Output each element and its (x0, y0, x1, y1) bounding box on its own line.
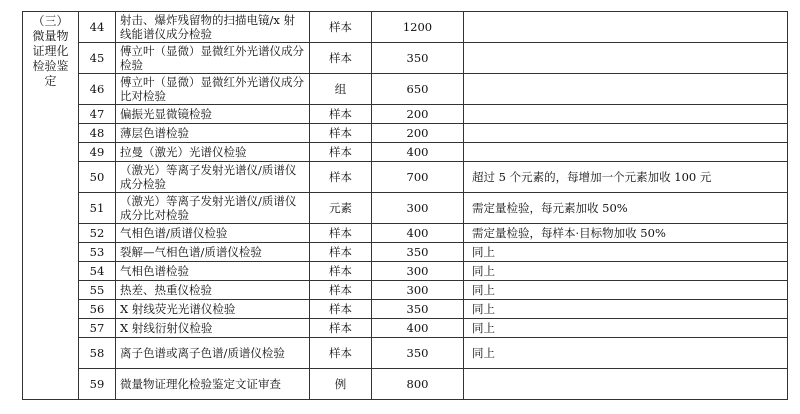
row-item: 偏振光显微镜检验 (116, 105, 310, 124)
table-row (23, 105, 788, 124)
table-row (23, 193, 788, 224)
row-note: 同上 (464, 262, 788, 281)
row-item: X 射线衍射仪检验 (116, 319, 310, 338)
row-note: 同上 (464, 319, 788, 338)
row-note (464, 143, 788, 162)
row-unit: 样本 (310, 300, 372, 319)
row-number: 52 (79, 224, 116, 243)
row-price: 200 (372, 124, 464, 143)
row-note (464, 43, 788, 74)
row-note (464, 74, 788, 105)
row-price: 800 (372, 369, 464, 400)
row-number: 45 (79, 43, 116, 74)
fee-table (22, 11, 788, 400)
row-number: 44 (79, 12, 116, 43)
row-item: 热差、热重仪检验 (116, 281, 310, 300)
table-row (23, 124, 788, 143)
table-row (23, 262, 788, 281)
row-item: 薄层色谱检验 (116, 124, 310, 143)
row-unit: 样本 (310, 319, 372, 338)
row-item: 傅立叶（显微）显微红外光谱仪成分检验 (116, 43, 310, 74)
table-row (23, 281, 788, 300)
table-row (23, 338, 788, 369)
row-price: 650 (372, 74, 464, 105)
row-number: 55 (79, 281, 116, 300)
row-unit: 样本 (310, 124, 372, 143)
row-unit: 样本 (310, 243, 372, 262)
row-price: 400 (372, 143, 464, 162)
row-note (464, 105, 788, 124)
row-number: 57 (79, 319, 116, 338)
row-price: 1200 (372, 12, 464, 43)
row-price: 300 (372, 281, 464, 300)
row-number: 58 (79, 338, 116, 369)
row-price: 350 (372, 43, 464, 74)
row-price: 700 (372, 162, 464, 193)
row-item: 傅立叶（显微）显微红外光谱仪成分比对检验 (116, 74, 310, 105)
row-item: 微量物证理化检验鉴定文证审查 (116, 369, 310, 400)
table-row (23, 369, 788, 400)
table-row (23, 243, 788, 262)
row-unit: 样本 (310, 224, 372, 243)
row-note: 超过 5 个元素的，每增加一个元素加收 100 元 (464, 162, 788, 193)
row-number: 56 (79, 300, 116, 319)
row-note: 同上 (464, 300, 788, 319)
table-row (23, 12, 788, 43)
row-unit: 样本 (310, 338, 372, 369)
table-row (23, 43, 788, 74)
row-item: 射击、爆炸残留物的扫描电镜/x 射线能谱仪成分检验 (116, 12, 310, 43)
row-note: 同上 (464, 281, 788, 300)
row-item: 气相色谱检验 (116, 262, 310, 281)
table-row (23, 74, 788, 105)
row-unit: 样本 (310, 143, 372, 162)
row-price: 350 (372, 300, 464, 319)
row-number: 51 (79, 193, 116, 224)
category-cell: （三）微量物证理化检验鉴定 (23, 12, 79, 400)
row-number: 50 (79, 162, 116, 193)
row-number: 53 (79, 243, 116, 262)
row-item: （激光）等离子发射光谱仪/质谱仪成分比对检验 (116, 193, 310, 224)
row-note (464, 124, 788, 143)
row-unit: 组 (310, 74, 372, 105)
row-price: 400 (372, 319, 464, 338)
row-note (464, 369, 788, 400)
row-note: 同上 (464, 243, 788, 262)
row-unit: 样本 (310, 12, 372, 43)
row-item: X 射线荧光光谱仪检验 (116, 300, 310, 319)
row-number: 49 (79, 143, 116, 162)
row-item: 拉曼（激光）光谱仪检验 (116, 143, 310, 162)
row-unit: 样本 (310, 262, 372, 281)
row-number: 46 (79, 74, 116, 105)
row-number: 59 (79, 369, 116, 400)
table-row (23, 300, 788, 319)
row-note: 需定量检验，每元素加收 50% (464, 193, 788, 224)
row-number: 48 (79, 124, 116, 143)
row-note (464, 12, 788, 43)
row-item: 气相色谱/质谱仪检验 (116, 224, 310, 243)
row-price: 350 (372, 338, 464, 369)
row-number: 47 (79, 105, 116, 124)
row-price: 200 (372, 105, 464, 124)
row-unit: 样本 (310, 281, 372, 300)
row-note: 需定量检验，每样本·目标物加收 50% (464, 224, 788, 243)
row-item: 离子色谱或离子色谱/质谱仪检验 (116, 338, 310, 369)
row-note: 同上 (464, 338, 788, 369)
row-number: 54 (79, 262, 116, 281)
table-row (23, 143, 788, 162)
table-row (23, 162, 788, 193)
table-row (23, 319, 788, 338)
row-unit: 样本 (310, 43, 372, 74)
row-price: 400 (372, 224, 464, 243)
row-unit: 样本 (310, 105, 372, 124)
table-row (23, 224, 788, 243)
row-item: （激光）等离子发射光谱仪/质谱仪成分检验 (116, 162, 310, 193)
row-unit: 样本 (310, 162, 372, 193)
row-item: 裂解—气相色谱/质谱仪检验 (116, 243, 310, 262)
row-price: 300 (372, 262, 464, 281)
row-unit: 元素 (310, 193, 372, 224)
row-unit: 例 (310, 369, 372, 400)
row-price: 300 (372, 193, 464, 224)
row-price: 350 (372, 243, 464, 262)
